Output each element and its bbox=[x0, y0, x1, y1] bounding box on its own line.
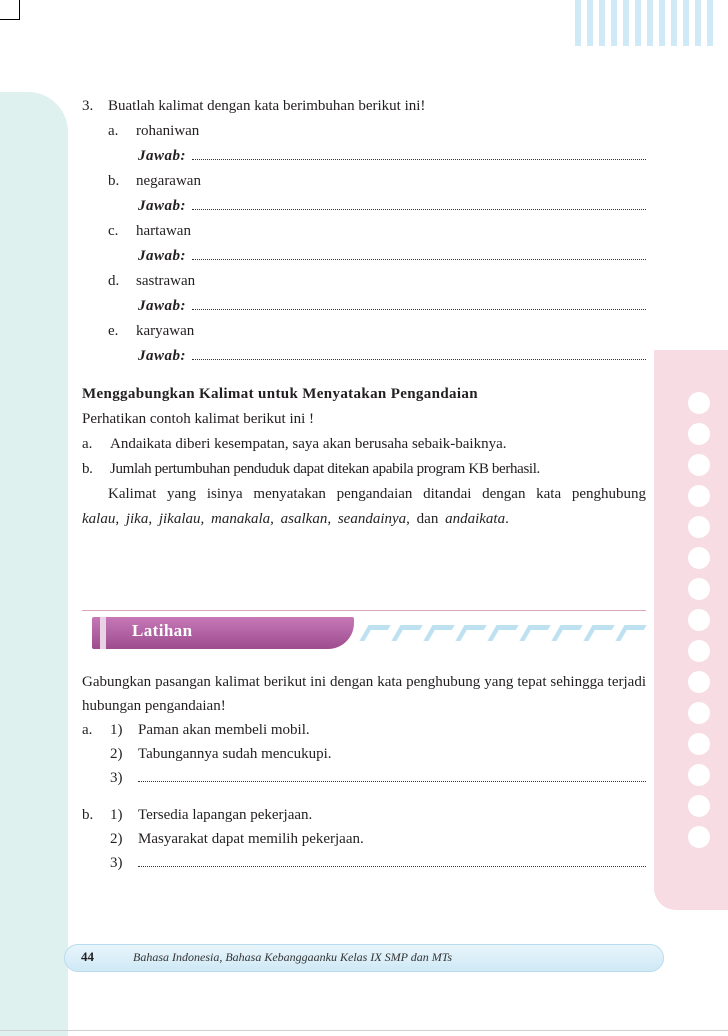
sentence: Masyarakat dapat memilih pekerjaan. bbox=[138, 831, 364, 847]
line-number: 2) bbox=[110, 746, 123, 762]
exercise-number: 3. bbox=[82, 98, 94, 114]
answer-label: Jawab: bbox=[138, 348, 186, 364]
tab-bar-decoration bbox=[100, 617, 106, 649]
answer-blank bbox=[192, 348, 646, 360]
answer-label: Jawab: bbox=[138, 198, 186, 214]
conjunction: jikalau bbox=[158, 511, 201, 527]
answer-line bbox=[82, 194, 646, 219]
answer-blank bbox=[192, 148, 646, 160]
left-decorative-band bbox=[0, 92, 68, 1036]
answer-blank bbox=[138, 770, 646, 782]
item-letter: c. bbox=[108, 223, 119, 239]
conjunction: kalau bbox=[82, 511, 116, 527]
conjunction: seandainya bbox=[337, 511, 407, 527]
top-stripes-decoration bbox=[575, 0, 723, 46]
item-letter: e. bbox=[108, 323, 119, 339]
sentence-pair bbox=[82, 803, 646, 875]
word-item bbox=[82, 119, 646, 169]
example-text: Jumlah pertumbuhan penduduk dapat ditekan apabila program KB berhasil. bbox=[110, 461, 540, 477]
conjunction: andaikata bbox=[445, 511, 506, 527]
answer-blank bbox=[138, 855, 646, 867]
section-intro: Perhatikan contoh kalimat berikut ini ! bbox=[82, 411, 315, 427]
item-word: sastrawan bbox=[136, 273, 196, 289]
section-heading: Menggabungkan Kalimat untuk Menyatakan Pengandaian bbox=[82, 386, 478, 402]
line-number: 2) bbox=[110, 831, 123, 847]
sentence: Tabungannya sudah mencukupi. bbox=[138, 746, 332, 762]
answer-line bbox=[82, 144, 646, 169]
conjunction: jika bbox=[125, 511, 149, 527]
latihan-label: Latihan bbox=[132, 621, 193, 640]
item-word: hartawan bbox=[136, 223, 191, 239]
item-word: karyawan bbox=[136, 323, 195, 339]
pair-letter: a. bbox=[82, 722, 93, 738]
answer-label: Jawab: bbox=[138, 298, 186, 314]
book-title: Bahasa Indonesia, Bahasa Kebanggaanku Kelas IX SMP dan MTs bbox=[133, 950, 452, 964]
exercise-instruction: Buatlah kalimat dengan kata berimbuhan berikut ini! bbox=[108, 98, 426, 114]
crop-mark bbox=[0, 1030, 728, 1036]
line-number: 1) bbox=[110, 722, 123, 738]
item-letter: d. bbox=[108, 273, 120, 289]
answer-label: Jawab: bbox=[138, 248, 186, 264]
latihan-section bbox=[82, 670, 646, 875]
sentence-pair bbox=[82, 718, 646, 790]
sentence: Paman akan membeli mobil. bbox=[138, 722, 310, 738]
answer-line bbox=[82, 294, 646, 319]
sentence: Tersedia lapangan pekerjaan. bbox=[138, 807, 313, 823]
page-number: 44 bbox=[81, 949, 94, 964]
word-item bbox=[82, 269, 646, 319]
conjunction: manakala bbox=[211, 511, 271, 527]
answer-line bbox=[82, 244, 646, 269]
example-sentence bbox=[82, 432, 646, 457]
answer-line bbox=[82, 344, 646, 369]
answer-blank bbox=[192, 298, 646, 310]
example-text: Andaikata diberi kesempatan, saya akan berusaha sebaik-baiknya. bbox=[110, 436, 507, 452]
crop-mark bbox=[0, 0, 20, 20]
item-letter: a. bbox=[108, 123, 119, 139]
explanation-paragraph: Kalimat yang isinya menyatakan pengandaian ditandai dengan kata penghubung kalau, jika, jikalau, manakala, asalkan, seandainya, dan andaikata. bbox=[82, 486, 646, 527]
line-number: 1) bbox=[110, 807, 123, 823]
answer-label: Jawab: bbox=[138, 148, 186, 164]
line-number: 3) bbox=[110, 855, 123, 871]
dot-decoration bbox=[688, 392, 714, 857]
page-footer bbox=[64, 944, 664, 972]
word-item bbox=[82, 219, 646, 269]
item-word: negarawan bbox=[136, 173, 201, 189]
conjunction: asalkan bbox=[280, 511, 328, 527]
answer-blank bbox=[192, 198, 646, 210]
item-letter: b. bbox=[108, 173, 120, 189]
line-number: 3) bbox=[110, 770, 123, 786]
latihan-banner bbox=[82, 610, 646, 654]
example-letter: a. bbox=[82, 436, 93, 452]
pair-letter: b. bbox=[82, 807, 94, 823]
exercise-section bbox=[82, 94, 646, 532]
answer-blank bbox=[192, 248, 646, 260]
example-sentence bbox=[82, 457, 646, 482]
exercise-3-instruction bbox=[82, 94, 646, 119]
explanation-text: Kalimat yang isinya menyatakan pengandaian ditandai dengan kata penghubung bbox=[108, 486, 646, 502]
item-word: rohaniwan bbox=[136, 123, 200, 139]
example-letter: b. bbox=[82, 461, 93, 477]
word-item bbox=[82, 169, 646, 219]
latihan-instruction: Gabungkan pasangan kalimat berikut ini dengan kata penghubung yang tepat sehingga terjadi hubungan pengandaian! bbox=[82, 674, 646, 714]
explanation-and: dan bbox=[416, 511, 439, 527]
banner-decoration bbox=[364, 625, 642, 641]
word-item bbox=[82, 319, 646, 369]
latihan-tab bbox=[92, 617, 354, 649]
